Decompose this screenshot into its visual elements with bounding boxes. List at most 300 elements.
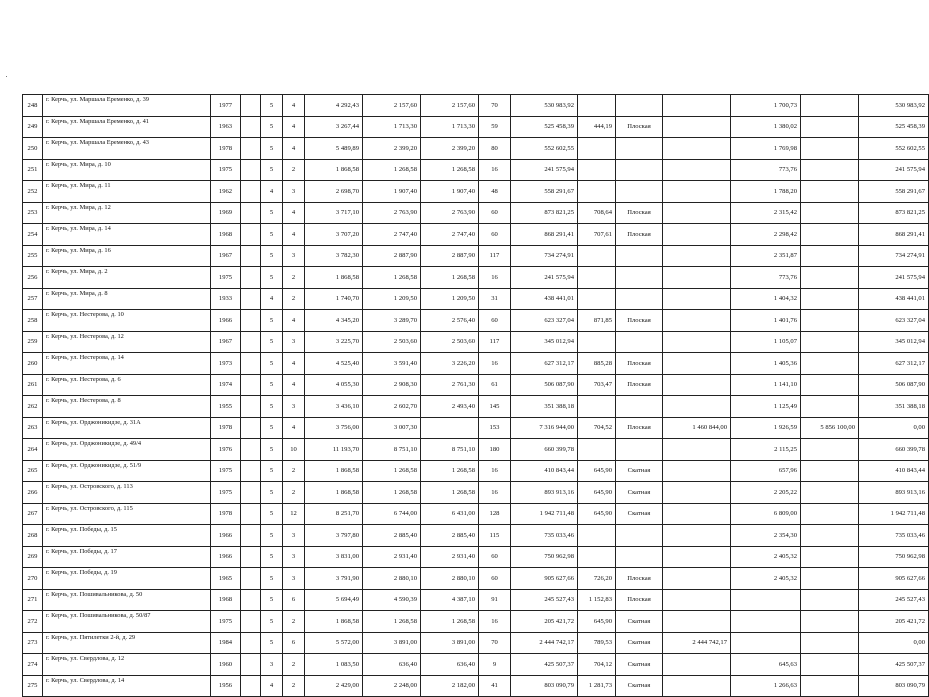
residents-cell: 31 [479,288,511,310]
subsidy-amount-cell [663,439,731,461]
owner-funds-cell: 351 388,18 [859,396,929,418]
owner-funds-cell: 241 575,94 [859,267,929,289]
address-cell: г. Керчь, ул. Пошивальникова, д. 50/87 [43,611,211,633]
living-area-cell: 636,40 [363,654,421,676]
table-row [23,417,929,439]
residents-cell: 70 [479,632,511,654]
floors-cell: 5 [261,116,283,138]
blank-col-cell [241,525,261,547]
blank-col-cell [241,546,261,568]
other-funding-cell [801,525,859,547]
owner-funds-cell: 345 012,94 [859,331,929,353]
total-cost-cell: 438 441,01 [511,288,578,310]
table-row [23,267,929,289]
roof-area-cell [578,396,616,418]
living-area-cell: 1 268,58 [363,159,421,181]
blank-col-cell [241,181,261,203]
residents-cell: 117 [479,331,511,353]
roof-area-cell [578,525,616,547]
address-cell: г. Керчь, ул. Нестерова, д. 12 [43,331,211,353]
total-area-cell: 3 756,00 [305,417,363,439]
owner-funds-cell: 241 575,94 [859,159,929,181]
year-built-cell: 1956 [211,675,241,697]
address-cell: г. Керчь, ул. Нестерова, д. 6 [43,374,211,396]
residential-area-cell: 2 493,40 [421,396,479,418]
address-cell: г. Керчь, ул. Свердлова, д. 14 [43,675,211,697]
residents-cell: 128 [479,503,511,525]
total-area-cell: 4 055,30 [305,374,363,396]
entrances-cell: 3 [283,525,305,547]
year-built-cell: 1933 [211,288,241,310]
residential-area-cell: 8 751,10 [421,439,479,461]
table-row [23,224,929,246]
other-funding-cell [801,374,859,396]
total-area-cell: 1 868,58 [305,159,363,181]
residential-area-cell: 2 576,40 [421,310,479,332]
row-number-cell: 262 [23,396,43,418]
row-number-cell: 275 [23,675,43,697]
roof-type-cell: Плоская [616,568,663,590]
total-area-cell: 3 782,30 [305,245,363,267]
living-area-cell: 3 289,70 [363,310,421,332]
unit-cost-cell: 6 809,00 [731,503,801,525]
total-area-cell: 1 868,58 [305,482,363,504]
roof-area-cell [578,267,616,289]
floors-cell: 4 [261,181,283,203]
address-cell: г. Керчь, ул. Островского, д. 113 [43,482,211,504]
owner-funds-cell: 734 274,91 [859,245,929,267]
entrances-cell: 4 [283,374,305,396]
total-cost-cell: 241 575,94 [511,159,578,181]
total-cost-cell: 893 913,16 [511,482,578,504]
other-funding-cell [801,460,859,482]
floors-cell: 5 [261,525,283,547]
roof-area-cell: 708,64 [578,202,616,224]
residential-area-cell: 1 268,58 [421,267,479,289]
residents-cell: 80 [479,138,511,160]
entrances-cell: 4 [283,202,305,224]
other-funding-cell [801,159,859,181]
total-cost-cell: 7 316 944,00 [511,417,578,439]
other-funding-cell [801,202,859,224]
address-cell: г. Керчь, ул. Мира, д. 16 [43,245,211,267]
year-built-cell: 1975 [211,159,241,181]
year-built-cell: 1969 [211,202,241,224]
subsidy-amount-cell [663,396,731,418]
table-row [23,482,929,504]
residents-cell: 61 [479,374,511,396]
roof-area-cell [578,138,616,160]
row-number-cell: 253 [23,202,43,224]
blank-col-cell [241,503,261,525]
floors-cell: 5 [261,568,283,590]
row-number-cell: 264 [23,439,43,461]
total-area-cell: 1 083,50 [305,654,363,676]
other-funding-cell [801,95,859,117]
floors-cell: 5 [261,396,283,418]
table-row [23,654,929,676]
residential-area-cell: 2 747,40 [421,224,479,246]
row-number-cell: 270 [23,568,43,590]
other-funding-cell [801,245,859,267]
unit-cost-cell: 1 404,32 [731,288,801,310]
address-cell: г. Керчь, ул. Нестерова, д. 10 [43,310,211,332]
address-cell: г. Керчь, ул. Мира, д. 8 [43,288,211,310]
residential-area-cell: 2 182,00 [421,675,479,697]
roof-area-cell: 871,85 [578,310,616,332]
unit-cost-cell: 1 769,98 [731,138,801,160]
row-number-cell: 268 [23,525,43,547]
address-cell: г. Керчь, ул. Орджоникидзе, д. 51/9 [43,460,211,482]
roof-type-cell: Скатная [616,632,663,654]
entrances-cell: 2 [283,675,305,697]
table-row [23,159,929,181]
year-built-cell: 1962 [211,181,241,203]
roof-area-cell [578,159,616,181]
subsidy-amount-cell [663,202,731,224]
address-cell: г. Керчь, ул. Победы, д. 19 [43,568,211,590]
residential-area-cell: 1 268,58 [421,611,479,633]
residents-cell: 16 [479,353,511,375]
subsidy-amount-cell [663,95,731,117]
roof-type-cell [616,525,663,547]
subsidy-amount-cell [663,546,731,568]
residents-cell: 60 [479,202,511,224]
roof-type-cell [616,396,663,418]
unit-cost-cell: 1 266,63 [731,675,801,697]
living-area-cell: 2 887,90 [363,245,421,267]
subsidy-amount-cell [663,611,731,633]
roof-area-cell: 1 152,83 [578,589,616,611]
year-built-cell: 1968 [211,589,241,611]
unit-cost-cell: 1 926,59 [731,417,801,439]
roof-type-cell: Плоская [616,589,663,611]
unit-cost-cell: 2 405,32 [731,568,801,590]
living-area-cell: 1 268,58 [363,482,421,504]
entrances-cell: 3 [283,546,305,568]
address-cell: г. Керчь, ул. Свердлова, д. 12 [43,654,211,676]
entrances-cell: 4 [283,95,305,117]
owner-funds-cell: 735 033,46 [859,525,929,547]
living-area-cell: 2 763,90 [363,202,421,224]
floors-cell: 4 [261,288,283,310]
roof-type-cell: Скатная [616,460,663,482]
entrances-cell: 4 [283,310,305,332]
total-area-cell: 3 225,70 [305,331,363,353]
roof-type-cell: Плоская [616,417,663,439]
total-cost-cell: 750 962,98 [511,546,578,568]
floors-cell: 4 [261,675,283,697]
floors-cell: 5 [261,95,283,117]
total-cost-cell: 873 821,25 [511,202,578,224]
table-row [23,181,929,203]
total-cost-cell: 623 327,04 [511,310,578,332]
other-funding-cell: 5 856 100,00 [801,417,859,439]
blank-col-cell [241,374,261,396]
subsidy-amount-cell [663,224,731,246]
residents-cell: 115 [479,525,511,547]
subsidy-amount-cell: 2 444 742,17 [663,632,731,654]
owner-funds-cell: 893 913,16 [859,482,929,504]
owner-funds-cell: 803 090,79 [859,675,929,697]
owner-funds-cell: 0,00 [859,417,929,439]
living-area-cell: 3 891,00 [363,632,421,654]
floors-cell: 5 [261,267,283,289]
residents-cell: 16 [479,460,511,482]
roof-type-cell: Скатная [616,503,663,525]
floors-cell: 3 [261,654,283,676]
roof-type-cell [616,159,663,181]
total-area-cell: 5 694,49 [305,589,363,611]
total-area-cell: 1 868,58 [305,460,363,482]
residents-cell: 153 [479,417,511,439]
floors-cell: 5 [261,159,283,181]
document-table-wrapper [22,94,929,697]
floors-cell: 5 [261,374,283,396]
owner-funds-cell: 425 507,37 [859,654,929,676]
row-number-cell: 255 [23,245,43,267]
roof-type-cell [616,288,663,310]
floors-cell: 5 [261,439,283,461]
table-row [23,460,929,482]
address-cell: г. Керчь, ул. Пятилетки 2-й, д. 29 [43,632,211,654]
residents-cell: 60 [479,568,511,590]
unit-cost-cell: 2 298,42 [731,224,801,246]
year-built-cell: 1974 [211,374,241,396]
residential-area-cell: 1 268,58 [421,482,479,504]
living-area-cell: 1 268,58 [363,460,421,482]
roof-type-cell [616,138,663,160]
owner-funds-cell: 623 327,04 [859,310,929,332]
year-built-cell: 1975 [211,611,241,633]
subsidy-amount-cell [663,245,731,267]
owner-funds-cell: 558 291,67 [859,181,929,203]
address-cell: г. Керчь, ул. Маршала Еременко, д. 39 [43,95,211,117]
entrances-cell: 3 [283,245,305,267]
total-area-cell: 3 436,10 [305,396,363,418]
living-area-cell: 2 931,40 [363,546,421,568]
living-area-cell: 2 880,10 [363,568,421,590]
residents-cell: 16 [479,611,511,633]
roof-area-cell: 703,47 [578,374,616,396]
row-number-cell: 248 [23,95,43,117]
row-number-cell: 261 [23,374,43,396]
total-cost-cell: 734 274,91 [511,245,578,267]
table-row [23,288,929,310]
unit-cost-cell: 645,63 [731,654,801,676]
address-cell: г. Керчь, ул. Островского, д. 115 [43,503,211,525]
address-cell: г. Керчь, ул. Нестерова, д. 8 [43,396,211,418]
total-cost-cell: 530 983,92 [511,95,578,117]
owner-funds-cell: 627 312,17 [859,353,929,375]
total-cost-cell: 345 012,94 [511,331,578,353]
unit-cost-cell: 2 351,87 [731,245,801,267]
roof-area-cell: 444,19 [578,116,616,138]
roof-type-cell: Плоская [616,353,663,375]
floors-cell: 5 [261,460,283,482]
roof-type-cell [616,95,663,117]
subsidy-amount-cell [663,116,731,138]
residential-area-cell: 2 887,90 [421,245,479,267]
address-cell: г. Керчь, ул. Маршала Еременко, д. 43 [43,138,211,160]
table-row [23,568,929,590]
year-built-cell: 1978 [211,417,241,439]
address-cell: г. Керчь, ул. Победы, д. 15 [43,525,211,547]
total-area-cell: 1 868,58 [305,611,363,633]
roof-area-cell: 645,90 [578,482,616,504]
living-area-cell: 3 591,40 [363,353,421,375]
residents-cell: 60 [479,546,511,568]
year-built-cell: 1975 [211,267,241,289]
owner-funds-cell: 750 962,98 [859,546,929,568]
address-cell: г. Керчь, ул. Мира, д. 11 [43,181,211,203]
residents-cell: 48 [479,181,511,203]
total-cost-cell: 351 388,18 [511,396,578,418]
residential-area-cell: 2 885,40 [421,525,479,547]
address-cell: г. Керчь, ул. Мира, д. 2 [43,267,211,289]
entrances-cell: 4 [283,224,305,246]
total-cost-cell: 205 421,72 [511,611,578,633]
blank-col-cell [241,116,261,138]
table-row [23,310,929,332]
entrances-cell: 4 [283,417,305,439]
unit-cost-cell: 2 315,42 [731,202,801,224]
table-row [23,396,929,418]
table-row [23,525,929,547]
address-cell: г. Керчь, ул. Пошивальникова, д. 50 [43,589,211,611]
subsidy-amount-cell [663,267,731,289]
unit-cost-cell: 773,76 [731,267,801,289]
floors-cell: 5 [261,331,283,353]
row-number-cell: 274 [23,654,43,676]
total-cost-cell: 735 033,46 [511,525,578,547]
row-number-cell: 258 [23,310,43,332]
row-number-cell: 273 [23,632,43,654]
owner-funds-cell: 873 821,25 [859,202,929,224]
entrances-cell: 2 [283,654,305,676]
total-cost-cell: 506 087,90 [511,374,578,396]
blank-col-cell [241,245,261,267]
floors-cell: 5 [261,138,283,160]
blank-col-cell [241,417,261,439]
roof-type-cell: Скатная [616,654,663,676]
table-row [23,632,929,654]
roof-area-cell: 704,52 [578,417,616,439]
subsidy-amount-cell [663,331,731,353]
other-funding-cell [801,611,859,633]
roof-area-cell [578,288,616,310]
entrances-cell: 4 [283,353,305,375]
roof-type-cell [616,546,663,568]
entrances-cell: 4 [283,116,305,138]
floors-cell: 5 [261,589,283,611]
unit-cost-cell: 2 354,30 [731,525,801,547]
residential-area-cell: 1 268,58 [421,460,479,482]
entrances-cell: 2 [283,267,305,289]
residents-cell: 91 [479,589,511,611]
row-number-cell: 250 [23,138,43,160]
row-number-cell: 266 [23,482,43,504]
scan-speck [6,76,7,77]
roof-type-cell: Скатная [616,675,663,697]
blank-col-cell [241,288,261,310]
address-cell: г. Керчь, ул. Мира, д. 12 [43,202,211,224]
residents-cell: 117 [479,245,511,267]
roof-area-cell [578,181,616,203]
residential-area-cell: 2 761,30 [421,374,479,396]
total-cost-cell: 868 291,41 [511,224,578,246]
living-area-cell: 1 268,58 [363,611,421,633]
row-number-cell: 259 [23,331,43,353]
unit-cost-cell: 2 115,25 [731,439,801,461]
total-area-cell: 3 267,44 [305,116,363,138]
total-area-cell: 2 698,70 [305,181,363,203]
floors-cell: 5 [261,224,283,246]
year-built-cell: 1973 [211,353,241,375]
year-built-cell: 1967 [211,245,241,267]
year-built-cell: 1978 [211,138,241,160]
total-area-cell: 1 868,58 [305,267,363,289]
residential-area-cell: 6 431,00 [421,503,479,525]
owner-funds-cell: 552 602,55 [859,138,929,160]
row-number-cell: 260 [23,353,43,375]
residential-area-cell: 1 209,50 [421,288,479,310]
year-built-cell: 1967 [211,331,241,353]
residents-cell: 60 [479,310,511,332]
owner-funds-cell: 506 087,90 [859,374,929,396]
living-area-cell: 2 503,60 [363,331,421,353]
entrances-cell: 12 [283,503,305,525]
total-area-cell: 1 740,70 [305,288,363,310]
living-area-cell: 4 590,39 [363,589,421,611]
total-cost-cell: 552 602,55 [511,138,578,160]
unit-cost-cell [731,611,801,633]
floors-cell: 5 [261,353,283,375]
blank-col-cell [241,482,261,504]
other-funding-cell [801,568,859,590]
residential-area-cell: 3 891,00 [421,632,479,654]
living-area-cell: 1 713,30 [363,116,421,138]
living-area-cell: 8 751,10 [363,439,421,461]
entrances-cell: 3 [283,181,305,203]
blank-col-cell [241,224,261,246]
roof-type-cell: Скатная [616,611,663,633]
year-built-cell: 1966 [211,525,241,547]
table-row [23,353,929,375]
residents-cell: 70 [479,95,511,117]
unit-cost-cell: 773,76 [731,159,801,181]
roof-area-cell [578,95,616,117]
living-area-cell: 2 157,60 [363,95,421,117]
total-area-cell: 3 831,00 [305,546,363,568]
other-funding-cell [801,288,859,310]
blank-col-cell [241,632,261,654]
total-area-cell: 2 429,00 [305,675,363,697]
owner-funds-cell: 905 627,66 [859,568,929,590]
owner-funds-cell: 205 421,72 [859,611,929,633]
year-built-cell: 1976 [211,439,241,461]
year-built-cell: 1966 [211,310,241,332]
subsidy-amount-cell [663,525,731,547]
residents-cell: 60 [479,224,511,246]
unit-cost-cell: 1 401,76 [731,310,801,332]
roof-type-cell: Плоская [616,374,663,396]
subsidy-amount-cell [663,138,731,160]
owner-funds-cell: 525 458,39 [859,116,929,138]
total-area-cell: 3 797,80 [305,525,363,547]
subsidy-amount-cell [663,654,731,676]
residential-area-cell: 1 268,58 [421,159,479,181]
